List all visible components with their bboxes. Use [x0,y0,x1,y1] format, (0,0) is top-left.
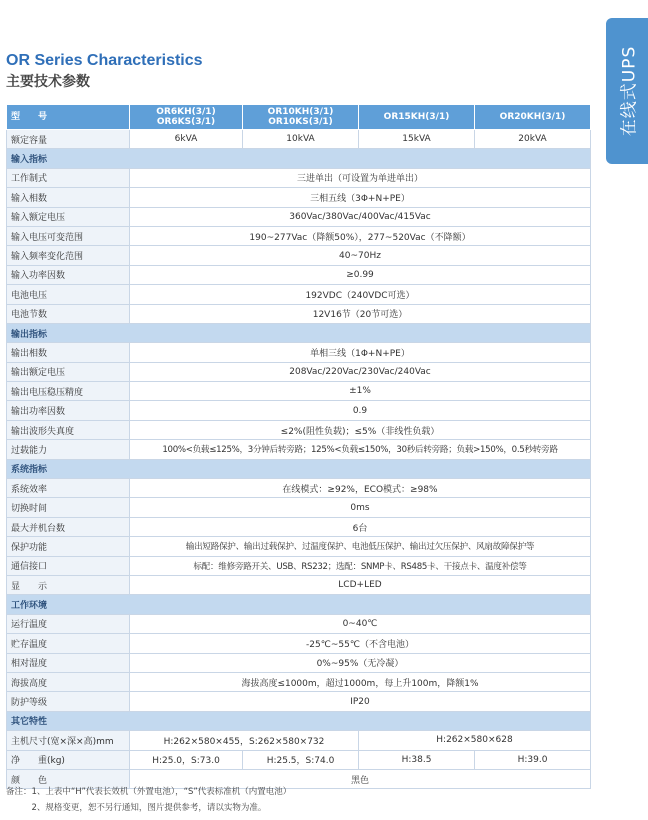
table-row: 输入频率变化范围 40~70Hz [7,246,591,265]
section-environment: 工作环境 [7,595,591,614]
table-row: 过载能力 100%<负载≤125%，3分钟后转旁路；125%<负载≤150%，30秒后转旁路；负载>150%，0.5秒转旁路 [7,440,591,459]
footnotes [6,784,291,816]
section-system: 系统指标 [7,459,591,478]
table-row: 输入功率因数 ≥0.99 [7,265,591,284]
spec-table [6,104,591,789]
table-row: 电池电压 192VDC（240VDC可选） [7,285,591,304]
table-row: 输出额定电压 208Vac/220Vac/230Vac/240Vac [7,362,591,381]
table-row: 颜 色 黑色 [7,769,591,788]
table-row: 输出功率因数 0.9 [7,401,591,420]
table-row: 输出相数 单相三线（1Φ+N+PE） [7,343,591,362]
table-row: 海拔高度 海拔高度≤1000m，超过1000m，每上升100m，降额1% [7,672,591,691]
footnote-2: 2、规格变更，恕不另行通知，图片提供参考，请以实物为准。 [6,803,267,813]
table-row-capacity: 额定容量 6kVA 10kVA 15kVA 20kVA [7,130,591,149]
page-title-en: OR Series Characteristics [6,52,203,69]
table-row: 最大并机台数 6台 [7,517,591,536]
table-row: 显 示 LCD+LED [7,575,591,594]
footnote-1: 备注：1、上表中“H”代表长效机（外置电池），“S”代表标准机（内置电池） [6,787,292,797]
table-row: 防护等级 IP20 [7,692,591,711]
table-row: 系统效率 在线模式：≥92%，ECO模式：≥98% [7,479,591,498]
table-row: 切换时间 0ms [7,498,591,517]
table-row: 输出波形失真度 ≤2%(阻性负载)；≤5%（非线性负载） [7,420,591,439]
table-row: 主机尺寸(宽×深×高)mm H:262×580×455，S:262×580×732 H:262×580×628 [7,731,591,750]
header-model-label: 型 号 [7,105,130,130]
side-category-tab [606,18,648,164]
table-row: 相对湿度 0%~95%（无冷凝） [7,653,591,672]
page-title-cn: 主要技术参数 [6,74,90,90]
table-row: 运行温度 0~40℃ [7,614,591,633]
table-row: 输入电压可变范围 190~277Vac（降额50%），277~520Vac（不降额） [7,226,591,245]
section-other: 其它特性 [7,711,591,730]
table-row: 电池节数 12V16节（20节可选） [7,304,591,323]
side-tab-label: 在线式UPS [619,45,640,137]
table-row: 贮存温度 -25℃~55℃（不含电池） [7,634,591,653]
header-model-4: OR20KH(3/1) [475,105,591,130]
header-model-3: OR15KH(3/1) [359,105,475,130]
table-row: 保护功能 输出短路保护、输出过载保护、过温度保护、电池低压保护、输出过欠压保护、风扇故障保护等 [7,537,591,556]
table-row: 净 重(kg) H:25.0，S:73.0 H:25.5，S:74.0 H:38.5 H:39.0 [7,750,591,769]
table-row: 输入相数 三相五线（3Φ+N+PE） [7,188,591,207]
header-model-2: OR10KH(3/1) OR10KS(3/1) [243,105,359,130]
table-row: 工作制式 三进单出（可设置为单进单出） [7,168,591,187]
table-header-row [7,105,591,130]
table-row: 输入额定电压 360Vac/380Vac/400Vac/415Vac [7,207,591,226]
table-row: 输出电压稳压精度 ±1% [7,382,591,401]
section-output: 输出指标 [7,323,591,342]
section-input: 输入指标 [7,149,591,168]
header-model-1: OR6KH(3/1) OR6KS(3/1) [130,105,243,130]
table-row: 通信接口 标配：维修旁路开关、USB、RS232；选配：SNMP卡、RS485卡、干接点卡、温度补偿等 [7,556,591,575]
